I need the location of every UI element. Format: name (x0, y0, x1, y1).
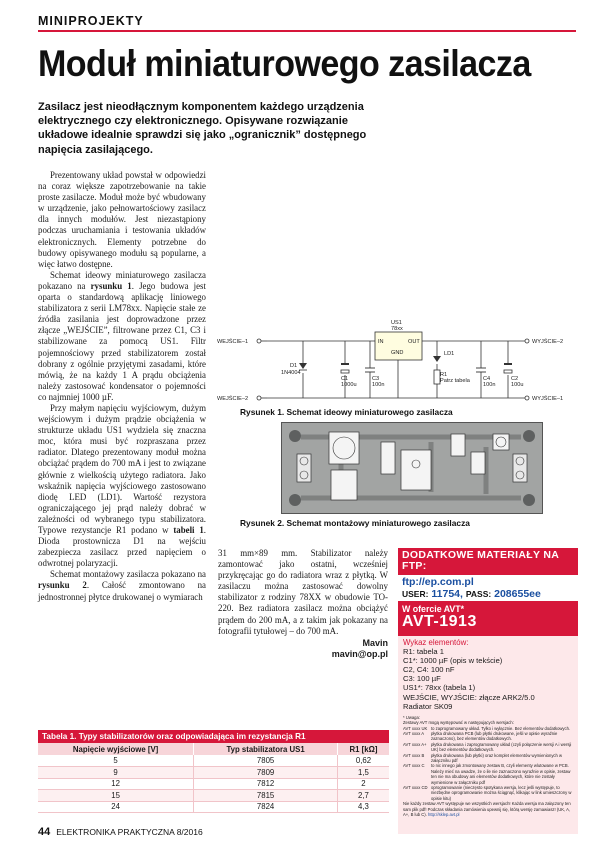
header-rule (38, 30, 576, 32)
section-label: MINIPROJEKTY (38, 14, 144, 28)
article-title: Moduł miniaturowego zasilacza (38, 43, 531, 84)
user-value: 11754 (431, 588, 460, 600)
legend-text: * Uwaga: (403, 714, 420, 720)
table-cell: 7809 (194, 767, 338, 779)
table-cell: 1,5 (337, 767, 389, 779)
table-row (38, 790, 389, 802)
legend-key: AVT xxxx C (403, 763, 425, 769)
ftp-link[interactable]: ftp://ep.com.pl (402, 576, 474, 588)
table-cell: 12 (38, 778, 194, 790)
table-header: Typ stabilizatora US1 (194, 743, 338, 755)
text-run: . Dioda prostownicza D1 na wejściu zabezpiecza zasilacz przed napięciem o odwrotnej polaryzacji. (38, 525, 206, 569)
table-cell: 7815 (194, 790, 338, 802)
table-cell: 0,62 (337, 755, 389, 767)
table-header: R1 [kΩ] (337, 743, 389, 755)
legend-value: płytka drukowana i zaprogramowany układ (czyli połączenie wersji A i wersji UK) bez elementów dodatkowych. (431, 741, 572, 753)
legend-value: oprogramowanie (nieczęsto spotykana wersja, lecz jeśli występuje, to niezbędne oprogramowanie można ściągnąć, klikając w link umieszczony w opisie kitu) (431, 785, 572, 801)
legend-text: Zestawy AVT mogą występować w następujących wersjach: (403, 720, 514, 726)
table-row (38, 767, 389, 779)
legend-outro (403, 801, 573, 817)
output-label: WYJŚCIE–1 (532, 396, 564, 402)
figure-ref: rysunku 1 (90, 280, 132, 291)
pass-value: 208655ee (494, 588, 541, 600)
table-row (38, 778, 389, 790)
article-column-1 (38, 170, 206, 603)
shop-link[interactable]: http://sklep.avt.pl (428, 812, 460, 818)
text-run: . Całość zmontowano na jednostronnej płytce drukowanej o wymiarach (38, 580, 206, 602)
parts-line: Radiator SK09 (403, 701, 453, 711)
r1-value: Patrz tabela (440, 378, 470, 384)
article-lead: Zasilacz jest nieodłącznym komponentem każdego urządzenia elektrycznego czy elektronicznego. Opisywane rozwiązanie układowe idealnie sprawdzi się jako „ogranicznik” dostępnego napięcia zasilającego. (38, 101, 367, 156)
ld1-label: LD1 (444, 351, 455, 357)
table-title: Tabela 1. Typy stabilizatorów oraz odpowiadająca im rezystancja R1 (38, 730, 389, 743)
circuit-schematic (215, 318, 580, 406)
legend-row (403, 731, 573, 742)
author-name: Mavin (362, 638, 388, 648)
download-box (398, 548, 578, 636)
c4-label: C4 (483, 376, 491, 382)
r1-label: R1 (440, 372, 448, 378)
d1-type: 1N4004 (281, 370, 301, 376)
table-cell: 2 (337, 778, 389, 790)
legend-key: AVT xxxx A+ (403, 741, 427, 747)
table-cell: 4,3 (337, 801, 389, 813)
legend-row (403, 742, 573, 753)
legend-key: AVT xxxx CD (403, 785, 428, 791)
c3-label: C3 (372, 376, 380, 382)
legend-row (403, 753, 573, 764)
input-label: WEJŚCIE–2 (217, 396, 249, 402)
input-label: WEJŚCIE–1 (217, 339, 249, 345)
legend-value: to nic innego jak zmontowany zestaw B, czyli elementy wlutowane w PCB. Należy mieć na uwadze, że o ile nie zaznaczono wyraźnie w opisie, zestaw ten nie ma obudowy ani elementów dodatkowych, które nie zostały wymienione w załączniku pdf (431, 763, 571, 785)
table-row (38, 801, 389, 813)
legend-key: AVT xxxx B (403, 752, 425, 758)
table-row (38, 755, 389, 767)
text-run: . Jego budowa jest oparta o standardową aplikację liniowego stabilizatora z serii LM78xx. Napięcie stałe ze źródła zasilania jest doprowadzone przez złącze „WEJŚCIE”, filtrowane przez C1, C3 i stabilizowane za pomocą US1. Filtr pojemnościowy przed stabilizatorem został dobrany z ogólnie przyjętymi zasadami, które mówią, że na każdy 1 A prądu obciążenia należy zastosować kondensator o pojemności co najmniej 1000 µF. (38, 280, 206, 402)
ftp-block: ftp://ep.com.pl USER: 11754, PASS: 208655ee (398, 575, 578, 601)
offer-label: W ofercie AVT* (402, 604, 465, 614)
page-number: 44 (38, 826, 51, 838)
legend-text: Nie każdy zestaw AVT występuje we wszystkich wersjach! Każda wersja ma załączony ten sam plik pdf! Podczas składania zamówienia upewnij się, którą wersję zamawiasz! (UK, A, A+, B lub C). (403, 801, 571, 818)
c2-value: 100u (511, 382, 524, 388)
pcb-assembly-drawing (281, 422, 543, 514)
magazine-name: ELEKTRONIKA PRAKTYCZNA 8/2016 (56, 827, 203, 837)
article-column-2 (218, 548, 388, 637)
legend-value: płytka drukowana PCB (lub płytki drukowane, jeśli w opisie wyraźnie zaznaczono), bez elementów dodatkowych. (431, 730, 558, 742)
download-heading: DODATKOWE MATERIAŁY NA FTP: (402, 549, 559, 572)
user-label: USER: (402, 589, 429, 599)
table-cell: 5 (38, 755, 194, 767)
figure-ref: rysunku 2 (38, 580, 87, 591)
table-cell: 7805 (194, 755, 338, 767)
legend-key: AVT xxxx A (403, 730, 425, 736)
paragraph: Prezentowany układ powstał w odpowiedzi na coraz większe zapotrzebowanie na takie proste zasilacze. Moduł może być wbudowany w urządzenie, jako pełnowartościowy zasilacz dla innych modułów. Jest niezastąpiony podczas uruchamiania i testowania układów elektronicznych. Elementy potrzebne do budowy opisywanego modułu są popularne, a więc łatwo dostępne. (38, 170, 206, 269)
table-cell: 2,7 (337, 790, 389, 802)
legend-value: to zaprogramowany układ. Tylko i wyłącznie. Bez elementów dodatkowych. (431, 725, 571, 731)
c1-label: C1 (341, 376, 349, 382)
pin-out: OUT (408, 339, 420, 345)
parts-line: US1*: 78xx (tabela 1) (403, 683, 476, 693)
paragraph (38, 403, 206, 569)
legend-value: płytka drukowana (lub płytki) oraz komplet elementów wymienionych w załączniku pdf (431, 752, 563, 763)
parts-line: WEJŚCIE, WYJŚCIE: złącze ARK2/5.0 (403, 692, 535, 702)
legend-row (403, 763, 573, 785)
us1-type: 78xx (391, 326, 403, 332)
paragraph: 31 mm×89 mm. Stabilizator należy zamontować jako ostatni, wcześniej przykręcając go do radiatora wraz z płytką. W zasilaczu można zastosować dowolny stabilizator z rodziny 78XX w obudowie TO-220. Bez radiatora zasilacz można obciążyć prądem do 200 mA, a z takim jak pokazany na fotografii tytułowej – do 700 mA. (218, 548, 388, 636)
table-header: Napięcie wyjściowe [V] (38, 743, 194, 755)
legend-key: AVT xxxx UK (403, 725, 428, 731)
table-cell: 7812 (194, 778, 338, 790)
page-footer (38, 826, 203, 838)
table-ref: tabeli 1 (173, 525, 204, 535)
paragraph (38, 270, 206, 403)
c1-value: 1000u (341, 382, 357, 388)
table-cell: 15 (38, 790, 194, 802)
figure-1-caption: Rysunek 1. Schemat ideowy miniaturowego zasilacza (240, 407, 453, 417)
table-cell: 7824 (194, 801, 338, 813)
table-header-row (38, 743, 389, 755)
c4-value: 100n (483, 382, 496, 388)
table-cell: 9 (38, 767, 194, 779)
parts-line: C2, C4: 100 nF (403, 665, 455, 675)
parts-line: C1*: 1000 µF (opis w tekście) (403, 656, 503, 666)
table-body (38, 743, 389, 813)
figure-2-caption: Rysunek 2. Schemat montażowy miniaturowego zasilacza (240, 518, 470, 528)
parts-list (398, 636, 578, 834)
author-email[interactable]: mavin@op.pl (331, 649, 388, 659)
pin-gnd: GND (391, 350, 404, 356)
parts-heading: Wykaz elementów: (403, 638, 469, 647)
us1-label: US1 (391, 320, 402, 326)
legend-row (403, 785, 573, 801)
kit-code: AVT-1913 (402, 613, 477, 630)
paragraph (38, 569, 206, 602)
pin-in: IN (378, 339, 384, 345)
parts-line: C3: 100 µF (403, 674, 441, 684)
stabilizer-table (38, 730, 389, 813)
text-run: Schemat ideowy miniaturowego zasilacza pokazano na (38, 269, 206, 291)
output-label: WYJŚCIE–2 (532, 339, 564, 345)
parts-line: R1: tabela 1 (403, 647, 444, 657)
c3-value: 100n (372, 382, 385, 388)
table-cell: 24 (38, 801, 194, 813)
c2-label: C2 (511, 376, 519, 382)
pass-label: PASS: (465, 589, 492, 599)
text-run: Przy małym napięciu wyjściowym, dużym wejściowym i dużym prądzie obciążenia w strukturze układu US1 wydziela się znaczna moc, która musi być rozpraszana przez radiator. Dlatego prezentowany moduł można obciążać prądem do 700 mA i jest to związane głównie z wielkością użytego radiatora. Jako wskaźnik napięcia wyjściowego zastosowano diodę LED (LD1). Wartość rezystora ograniczającego jej prąd należy dobrać w zależności od wybranego typu stabilizatora. Typowe rezystancje R1 podano w (38, 402, 206, 535)
text-run: Schemat montażowy zasilacza pokazano na (50, 569, 206, 580)
d1-label: D1 (290, 363, 298, 369)
author-block (300, 638, 388, 660)
